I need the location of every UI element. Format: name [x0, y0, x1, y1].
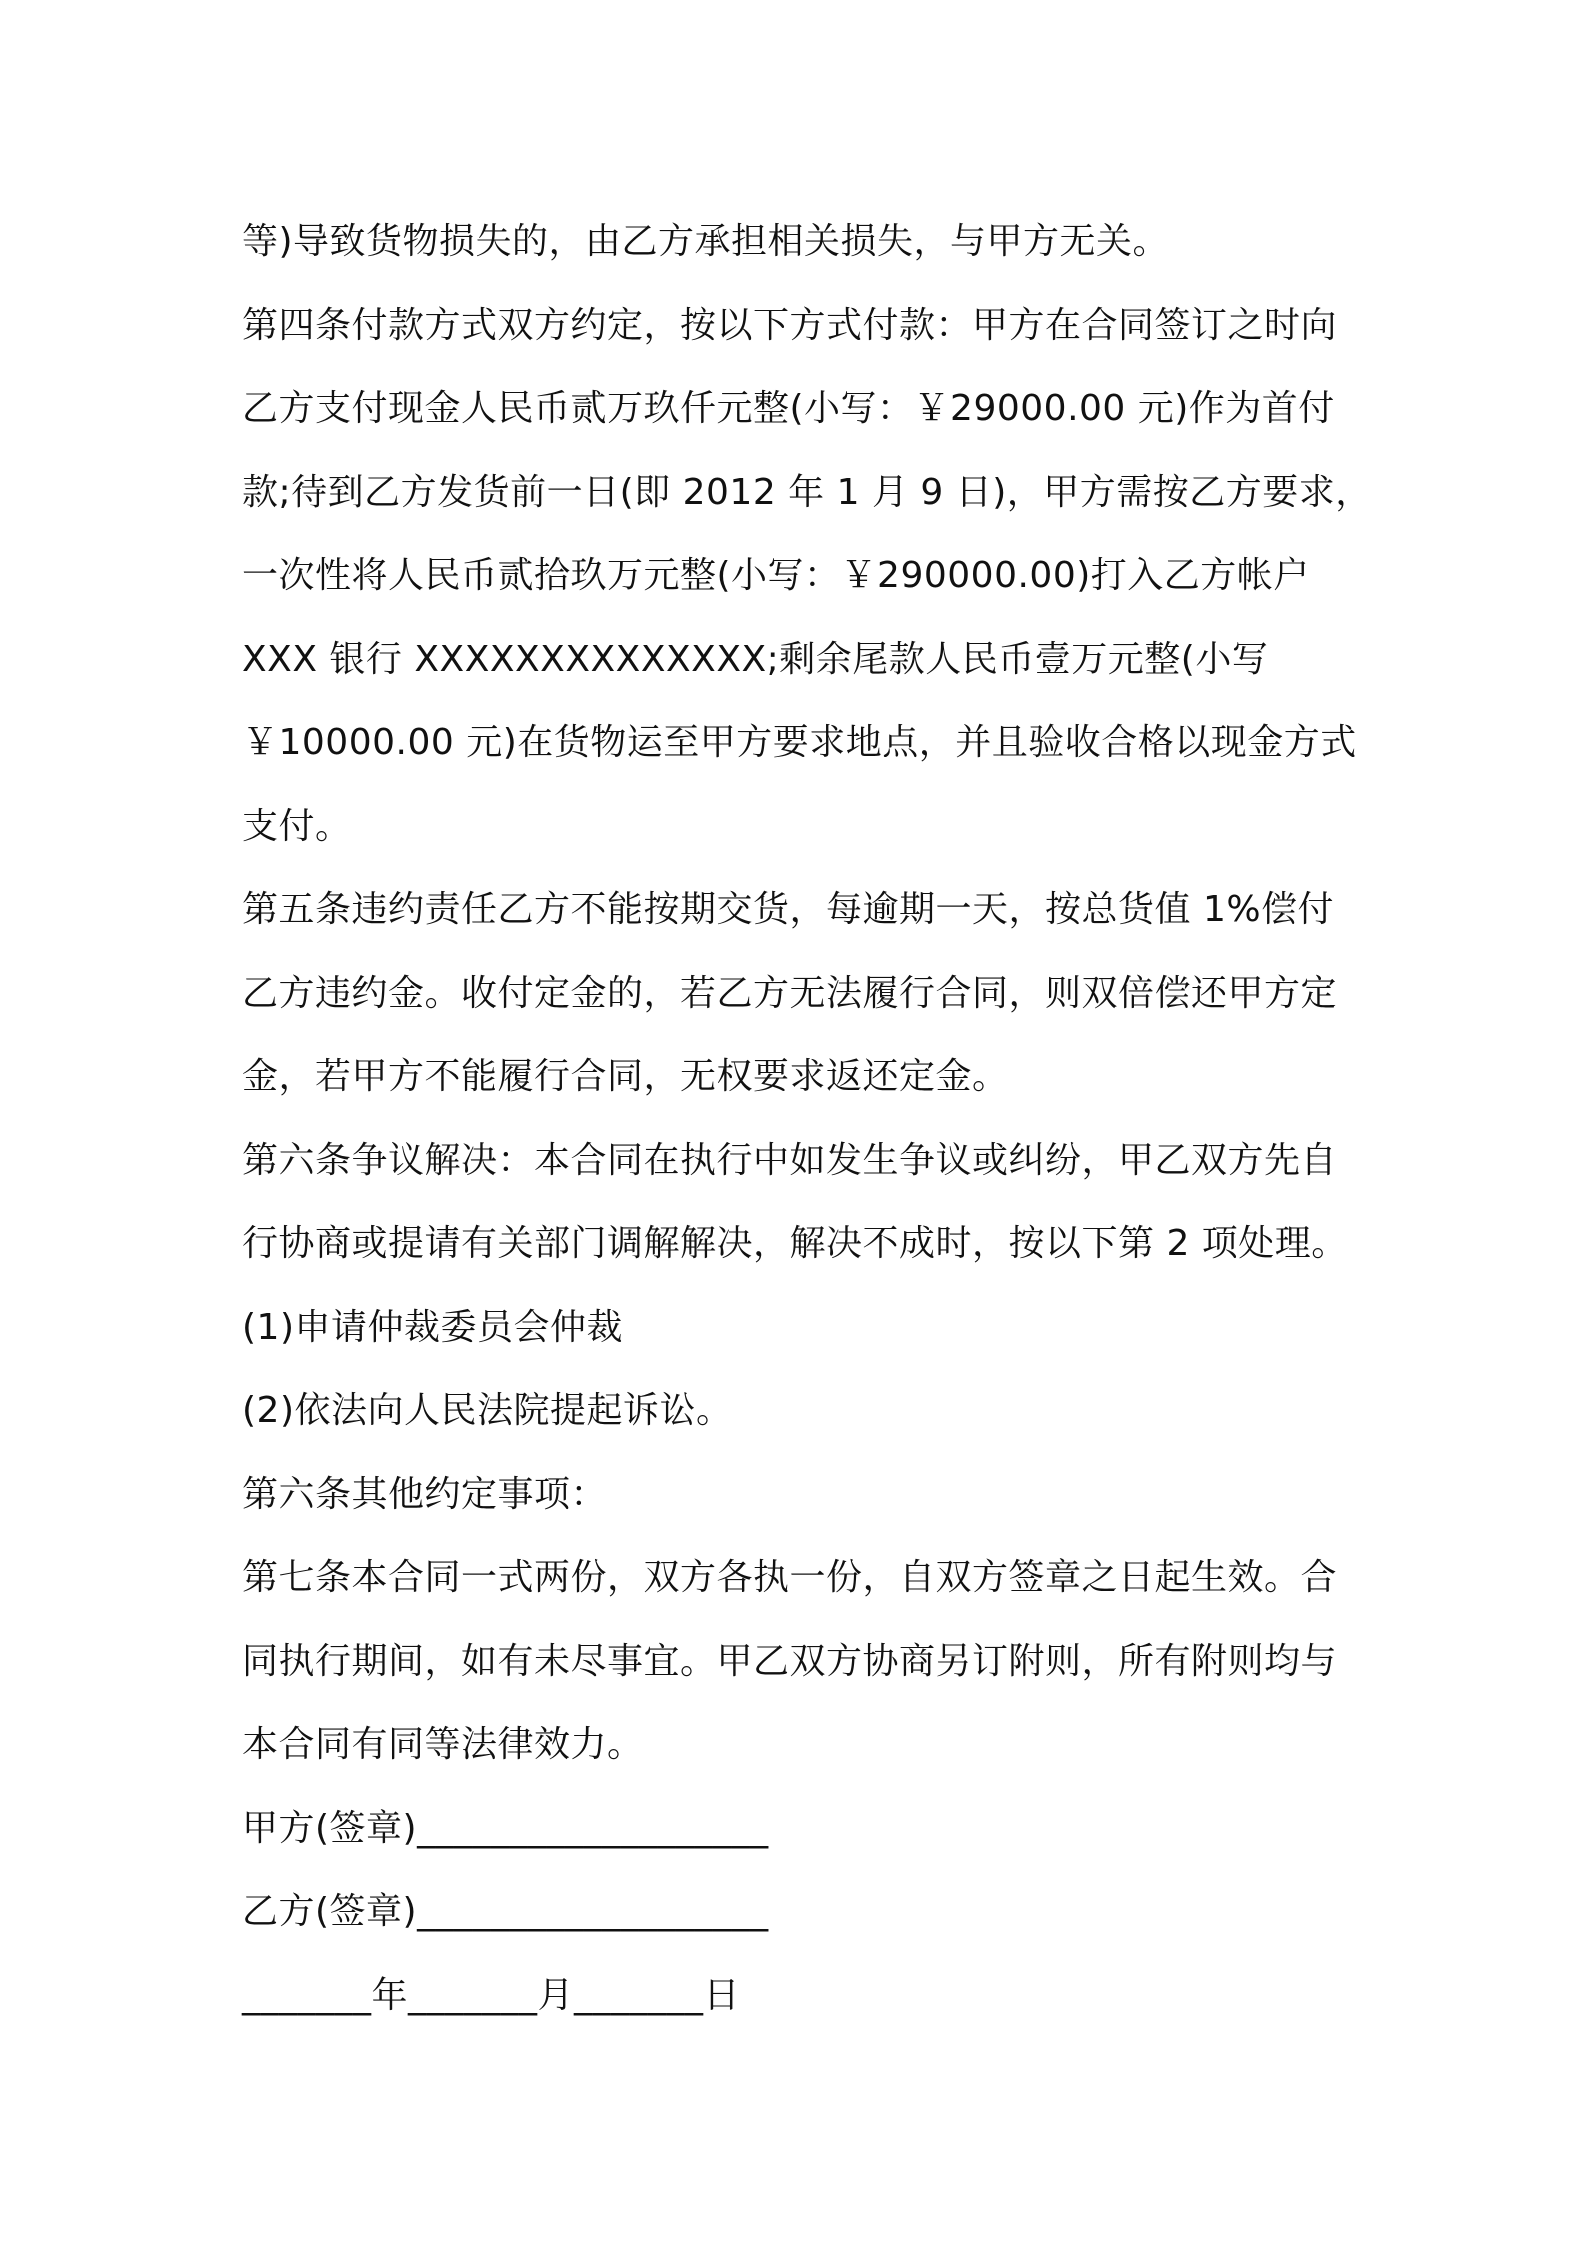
text-line: 同执行期间，如有未尽事宜。甲乙双方协商另订附则，所有附则均与 [242, 1640, 1338, 1682]
text-line: 乙方支付现金人民币贰万玖仟元整(小写：￥29000.00 元)作为首付 [242, 388, 1335, 429]
text-line: XXX 银行 XXXXXXXXXXXXXX;剩余尾款人民币壹万元整(小写 [242, 638, 1269, 680]
text-line: 第四条付款方式双方约定，按以下方式付款：甲方在合同签订之时向 [242, 304, 1338, 346]
text-line: 款;待到乙方发货前一日(即 2012 年 1 月 9 日)，甲方需按乙方要求， [242, 471, 1372, 513]
date-line: _______年_______月_______日 [242, 1974, 740, 2016]
text-line: ￥10000.00 元)在货物运至甲方要求地点，并且验收合格以现金方式 [242, 722, 1357, 763]
text-line: 本合同有同等法律效力。 [242, 1724, 644, 1765]
party-b-signature-line: 乙方(签章)___________________ [242, 1891, 769, 1932]
party-a-signature-line: 甲方(签章)___________________ [242, 1807, 769, 1849]
text-line: 金，若甲方不能履行合同，无权要求返还定金。 [242, 1056, 1009, 1097]
text-line: 一次性将人民币贰拾玖万元整(小写：￥290000.00)打入乙方帐户 [242, 555, 1310, 596]
text-line: (2)依法向人民法院提起诉讼。 [242, 1390, 733, 1431]
text-line: 第五条违约责任乙方不能按期交货，每逾期一天，按总货值 1%偿付 [242, 889, 1335, 930]
text-line: 乙方违约金。收付定金的，若乙方无法履行合同，则双倍偿还甲方定 [242, 972, 1338, 1014]
text-line: 行协商或提请有关部门调解解决，解决不成时，按以下第 2 项处理。 [242, 1223, 1348, 1264]
text-line: 第七条本合同一式两份，双方各执一份，自双方签章之日起生效。合 [242, 1557, 1338, 1598]
text-line: 第六条其他约定事项： [242, 1473, 608, 1515]
text-line: (1)申请仲裁委员会仲裁 [242, 1306, 623, 1348]
text-line: 等)导致货物损失的，由乙方承担相关损失，与甲方无关。 [242, 221, 1170, 262]
text-line: 支付。 [242, 805, 352, 847]
contract-body [242, 200, 1372, 2037]
text-line: 第六条争议解决：本合同在执行中如发生争议或纠纷，甲乙双方先自 [242, 1139, 1338, 1181]
